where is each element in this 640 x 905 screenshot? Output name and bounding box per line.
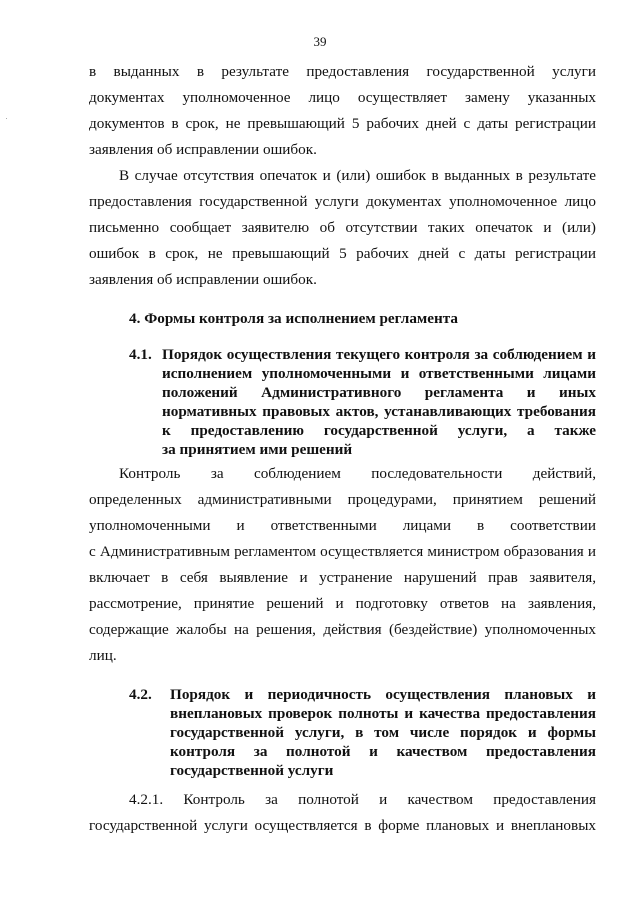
text-line: заявления об исправлении ошибок. [89,271,317,288]
paragraph-4 [89,787,596,839]
text-line: уполномоченными и ответственными лицами в соответствии [89,517,596,534]
text-line: документов в срок, не превышающий 5 рабочих дней с даты регистрации [89,115,596,132]
text-line: 4.2.1. Контроль за полнотой и качеством предоставления [129,791,596,808]
heading-4-2-number: 4.2. [129,686,152,703]
text-line: лиц. [89,647,117,664]
text-line: предоставления государственной услуги документах уполномоченное лицо [89,193,596,210]
text-line: определенных административными процедурами, принятием решений [89,491,596,508]
text-line: заявления об исправлении ошибок. [89,141,317,158]
text-line: государственной услуги осуществляется в форме плановых и внеплановых [89,817,596,834]
text-line: в выданных в результате предоставления государственной услуги [89,63,596,80]
text-line: В случае отсутствия опечаток и (или) ошибок в выданных в результате [119,167,596,184]
text-line: содержащие жалобы на решения, действия (бездействие) уполномоченных [89,621,596,638]
text-line: рассмотрение, принятие решений и подготовку ответов на заявления, [89,595,596,612]
text-line: ошибок в срок, не превышающий 5 рабочих дней с даты регистрации [89,245,596,262]
section-heading-4: 4. Формы контроля за исполнением регламента [129,310,458,327]
heading-4-2: Порядок и периодичность осуществления плановых и внеплановых проверок полноты и качества предоставления государственной услуги, в том числе порядок и формы контроля за полнотой и качеством предоставления государственной услуги [170,686,596,779]
text-line: включает в себя выявление и устранение нарушений прав заявителя, [89,569,596,586]
paragraph-2 [89,163,596,293]
text-line: Контроль за соблюдением последовательности действий, [119,465,596,482]
text-line: письменно сообщает заявителю об отсутствии таких опечаток и (или) [89,219,596,236]
paragraph-3 [89,461,596,669]
scan-mark [6,118,7,119]
text-line: документах уполномоченное лицо осуществляет замену указанных [89,89,596,106]
page-number: 39 [313,34,327,49]
paragraph-1 [89,59,596,163]
text-line: с Административным регламентом осуществляется министром образования и [89,543,596,560]
heading-4-1-number: 4.1. [129,346,152,363]
heading-4-1: Порядок осуществления текущего контроля за соблюдением и исполнением уполномоченными и ответственными лицами положений Административного регламента и иных нормативных правовых актов, устанавливающих требования к предоставлению государственной услуги, а также за принятием ими решений [162,346,596,458]
